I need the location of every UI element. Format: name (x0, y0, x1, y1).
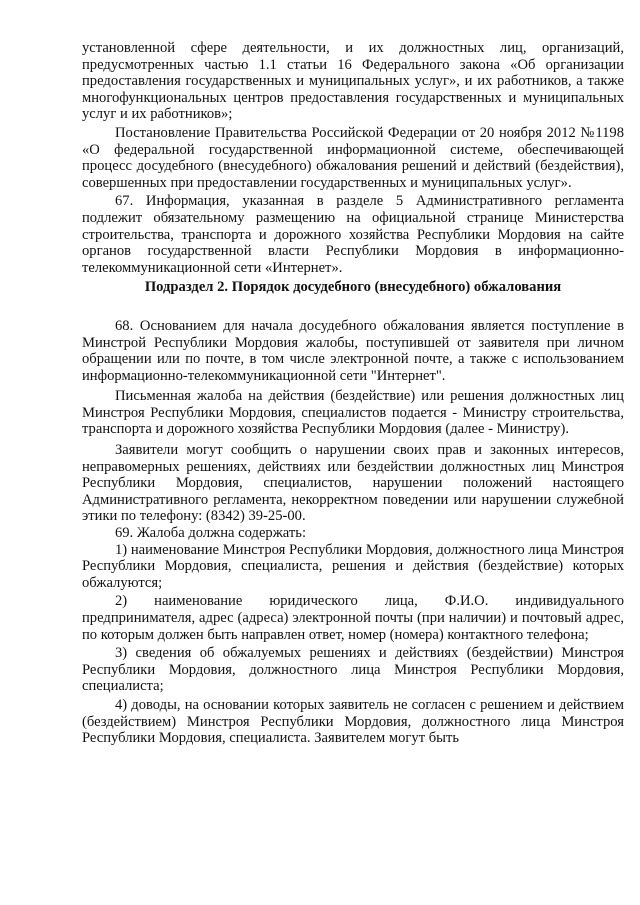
list-item-4: 4) доводы, на основании которых заявитель не согласен с решением и действием (бездействием) Минстроя Республики Мордовия, должностного лица Минстроя Республики Мордовия, специалиста. Заявителем могут быть (82, 696, 624, 747)
paragraph-69: 69. Жалоба должна содержать: (115, 525, 306, 542)
paragraph-written-complaint: Письменная жалоба на действия (бездействие) или решения должностных лиц Минстроя Республики Мордовия, специалистов подается - Министру строительства, транспорта и дорожного хозяйства Республики Мордовия (далее - Министру). (82, 388, 624, 438)
list-item-2: 2) наименование юридического лица, Ф.И.О. индивидуального предпринимателя, адрес (адреса) электронной почты (при наличии) и почтовый адрес, по которым должен быть направлен ответ, номер (номера) контактного телефона; (82, 593, 624, 643)
paragraph-phone-report: Заявители могут сообщить о нарушении своих прав и законных интересов, неправомерных решениях, действиях или бездействии должностных лиц Минстроя Республики Мордовия, специалистов, нарушении положений настоящего Административного регламента, некорректном поведении или нарушении служебной этики по телефону: (8342) 39-25-00. (82, 442, 624, 525)
section-heading: Подраздел 2. Порядок досудебного (внесудебного) обжалования (144, 279, 562, 296)
list-item-1: 1) наименование Минстроя Республики Мордовия, должностного лица Минстроя Республики Мордовия, специалиста, решения и действия (бездействие) которых обжалуются; (82, 541, 624, 591)
paragraph-continuation: установленной сфере деятельности, и их должностных лиц, организаций, предусмотренных частью 1.1 статьи 16 Федерального закона «Об организации предоставления государственных и муниципальных услуг», и их работников, а также многофункциональных центров предоставления государственных и муниципальных услуг и их работников»; (82, 40, 624, 123)
paragraph-68: 68. Основанием для начала досудебного обжалования является поступление в Минстрой Республики Мордовия жалобы, поступившей от заявителя при личном обращении или по почте, в том числе электронной почте, а также с использованием информационно-телекоммуникационной сети "Интернет". (82, 317, 624, 384)
paragraph-67: 67. Информация, указанная в разделе 5 Административного регламента подлежит обязательному размещению на официальной странице Министерства строительства, транспорта и дорожного хозяйства Республики Мордовия на сайте органов государственной власти Республики Мордовия в информационно-телекоммуникационной сети «Интернет». (82, 193, 624, 276)
document-page (82, 40, 624, 747)
list-item-3: 3) сведения об обжалуемых решениях и действиях (бездействии) Минстроя Республики Мордовия, должностного лица Минстроя Республики Мордовия, специалиста; (82, 645, 624, 695)
paragraph-government-decree: Постановление Правительства Российской Федерации от 20 ноября 2012 №1198 «О федеральной государственной информационной системе, обеспечивающей процесс досудебного (внесудебного) обжалования решений и действий (бездействия), совершенных при предоставлении государственных и муниципальных услуг». (82, 124, 624, 191)
